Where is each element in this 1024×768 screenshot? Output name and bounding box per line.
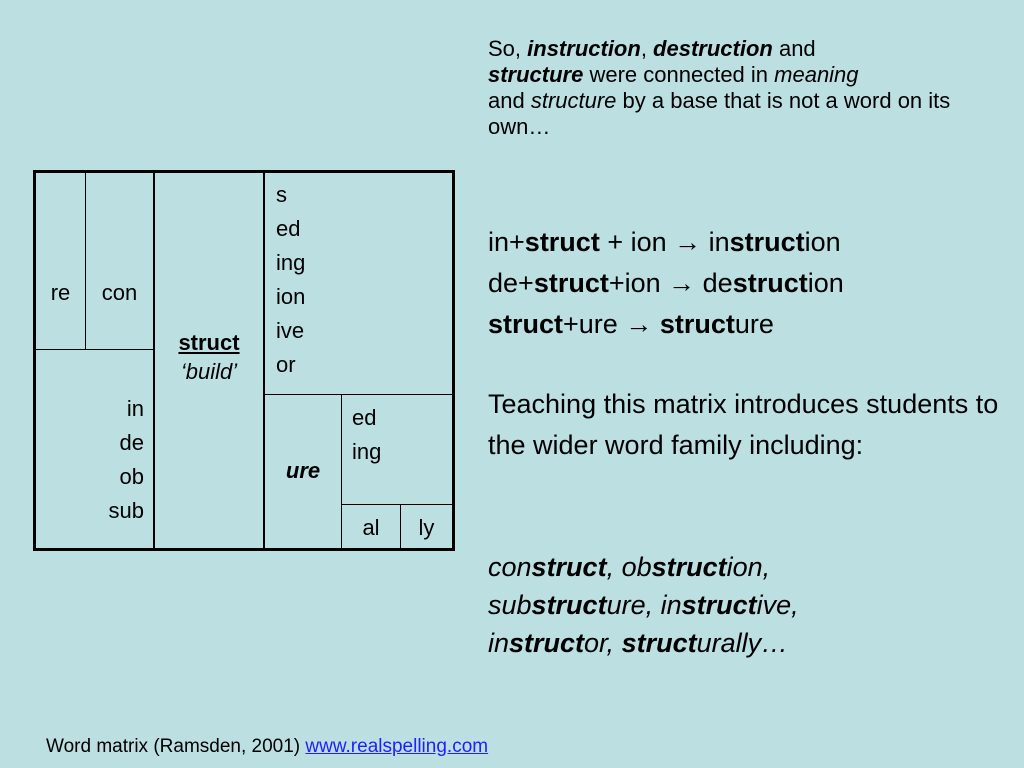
- suffix-list-top: [276, 178, 446, 382]
- result-pre: de: [695, 268, 733, 298]
- prefix-in: in: [126, 396, 144, 421]
- family-base: struct: [531, 552, 607, 582]
- suffix-ive: ive: [276, 318, 305, 343]
- result-suffix: ion: [804, 227, 841, 257]
- prefix-con-text: con: [101, 280, 138, 305]
- formula-pre: de+: [488, 268, 534, 298]
- word-structure-italic: structure: [530, 88, 617, 113]
- suffix-ly: ly: [418, 515, 435, 540]
- family-fragment: or,: [584, 628, 622, 658]
- realspelling-link[interactable]: www.realspelling.com: [305, 736, 489, 757]
- word-instruction: instruction: [527, 36, 641, 61]
- family-line: [488, 548, 1018, 586]
- prefix-de: de: [119, 430, 144, 455]
- result-pre: in: [701, 227, 730, 257]
- prefix-con: [86, 280, 153, 306]
- suffix-al: al: [362, 515, 380, 540]
- result-base: struct: [732, 268, 808, 298]
- family-fragment: ure, in: [606, 590, 682, 620]
- prefix-list-bottom: [36, 392, 144, 528]
- intro-text-4: were connected in: [583, 62, 775, 87]
- base-meaning: ‘build’: [180, 359, 238, 384]
- base-struct: struct: [178, 330, 240, 355]
- family-fragment: ive,: [756, 590, 799, 620]
- intro-text-5: and: [488, 88, 531, 113]
- family-base: struct: [531, 590, 607, 620]
- suffix-ure-ed: ed: [352, 405, 377, 430]
- family-base: struct: [621, 628, 697, 658]
- formula-line: [488, 304, 1018, 345]
- family-fragment: sub: [488, 590, 532, 620]
- result-pre: [652, 309, 660, 339]
- result-suffix: ure: [734, 309, 774, 339]
- prefix-re-text: re: [50, 280, 71, 305]
- formula-mid: + ion: [599, 227, 675, 257]
- word-family-list: [488, 548, 1018, 662]
- word-meaning: meaning: [774, 62, 859, 87]
- family-line: [488, 624, 1018, 662]
- formula-mid: +ure: [563, 309, 626, 339]
- family-base: struct: [509, 628, 585, 658]
- word-structure: structure: [488, 62, 584, 87]
- family-fragment: urally…: [696, 628, 789, 658]
- formula-mid: +ion: [608, 268, 669, 298]
- footer-citation: [46, 736, 488, 758]
- formula-base: struct: [524, 227, 600, 257]
- suffix-list-after-ure: [352, 401, 442, 469]
- formula-block: [488, 222, 1018, 345]
- family-fragment: in: [488, 628, 510, 658]
- formula-pre: in+: [488, 227, 525, 257]
- suffix-ion: ion: [276, 284, 306, 309]
- result-suffix: ion: [807, 268, 844, 298]
- formula-base: struct: [488, 309, 564, 339]
- arrow-icon: →: [674, 227, 702, 257]
- prefix-sub: sub: [108, 498, 144, 523]
- suffix-ing: ing: [276, 250, 306, 275]
- prefix-re: [36, 280, 85, 306]
- suffix-or: or: [276, 352, 296, 377]
- family-line: [488, 586, 1018, 624]
- teaching-paragraph: Teaching this matrix introduces students to the wider word family including:: [488, 389, 999, 460]
- word-destruction: destruction: [653, 36, 773, 61]
- result-base: struct: [729, 227, 805, 257]
- result-base: struct: [659, 309, 735, 339]
- prefix-ob: ob: [119, 464, 144, 489]
- arrow-icon: →: [625, 309, 653, 339]
- family-base: struct: [681, 590, 757, 620]
- family-fragment: , ob: [606, 552, 652, 582]
- formula-line: [488, 222, 1018, 263]
- base-cell: [155, 328, 263, 386]
- footer-text: Word matrix (Ramsden, 2001): [46, 736, 306, 757]
- arrow-icon: →: [668, 268, 696, 298]
- formula-base: struct: [533, 268, 609, 298]
- family-fragment: ion,: [726, 552, 771, 582]
- family-base: struct: [651, 552, 727, 582]
- intro-text-3: and: [772, 36, 816, 61]
- intro-text-1: So,: [488, 36, 528, 61]
- intro-text-6: by a base that is not a word on its own…: [488, 88, 951, 139]
- suffix-ed: ed: [276, 216, 301, 241]
- family-fragment: con: [488, 552, 532, 582]
- intro-text-2: ,: [640, 36, 654, 61]
- suffix-ure-ing: ing: [352, 439, 382, 464]
- word-matrix: [33, 170, 455, 551]
- intro-paragraph: [488, 36, 1018, 140]
- suffix-s: s: [276, 182, 287, 207]
- suffix-ure: ure: [285, 458, 321, 483]
- formula-line: [488, 263, 1018, 304]
